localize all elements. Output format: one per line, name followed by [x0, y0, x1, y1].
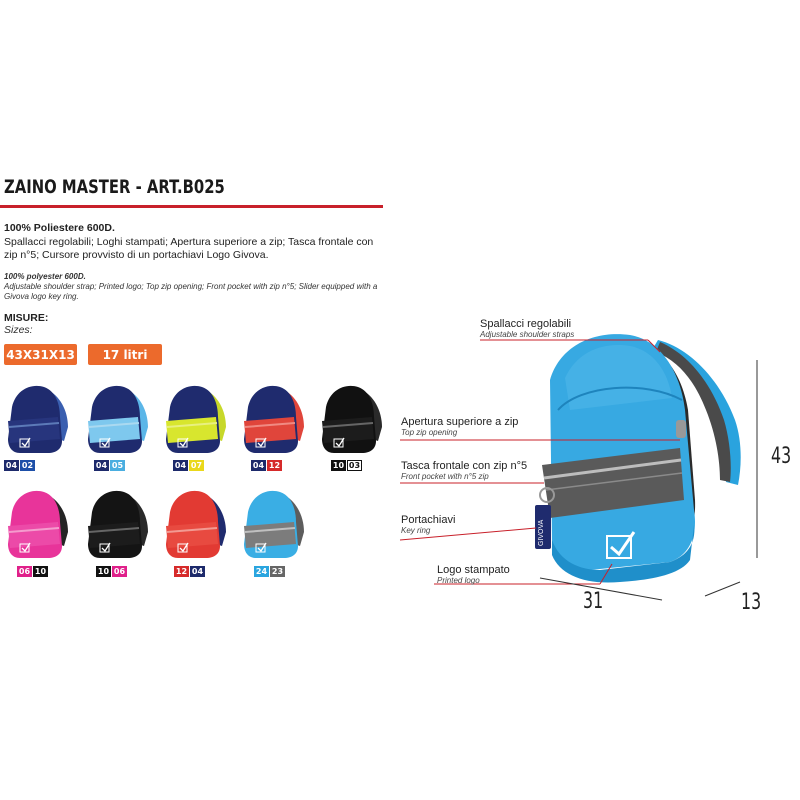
variant-color-codes-4 — [251, 460, 282, 471]
sizes-label-en: Sizes: — [4, 324, 33, 336]
material-en: 100% polyester 600D. — [4, 272, 86, 281]
dimension-width: 31 — [583, 589, 604, 614]
callout-keyring-subtitle: Key ring — [401, 526, 431, 535]
description-en: Adjustable shoulder strap; Printed logo; Top zip opening; Front pocket with zip n°5; Slider equipped with a Givova logo key ring. — [4, 282, 378, 301]
callout-printed-logo-title: Logo stampato — [437, 564, 510, 576]
variant-color-codes-9 — [254, 566, 285, 577]
color-code-badge: 10 — [332, 461, 345, 470]
color-code-badge: 05 — [111, 461, 124, 470]
color-code-badge: 07 — [190, 461, 203, 470]
variant-backpack-7 — [82, 486, 154, 560]
variant-color-codes-1 — [4, 460, 35, 471]
variant-color-codes-2 — [94, 460, 125, 471]
callout-shoulder-straps — [480, 318, 574, 339]
callout-keyring — [401, 514, 455, 535]
color-code-badge: 06 — [18, 567, 31, 576]
material-it: 100% Poliestere 600D. — [4, 222, 115, 234]
color-code-badge: 04 — [174, 461, 187, 470]
variant-color-codes-5 — [331, 460, 362, 471]
callout-front-pocket-subtitle: Front pocket with n°5 zip — [401, 472, 489, 481]
variant-backpack-6 — [2, 486, 74, 560]
color-code-badge: 24 — [255, 567, 268, 576]
keyring-label: GIVOVA — [538, 519, 545, 546]
color-code-badge: 04 — [5, 461, 18, 470]
color-code-badge: 04 — [191, 567, 204, 576]
callout-shoulder-straps-subtitle: Adjustable shoulder straps — [480, 330, 575, 339]
callout-keyring-title: Portachiavi — [401, 514, 456, 526]
color-code-badge: 12 — [268, 461, 281, 470]
sizes-label: MISURE: — [4, 312, 49, 324]
dimension-height: 43 — [771, 444, 792, 469]
variant-color-codes-6 — [17, 566, 48, 577]
size-volume-badge: 17 litri — [88, 344, 162, 365]
color-code-badge: 23 — [271, 567, 284, 576]
description-it: Spallacci regolabili; Loghi stampati; Apertura superiore a zip; Tasca frontale con zip n°5; Cursore provvisto di un portachiavi Logo Givova. — [4, 236, 374, 261]
color-code-badge: 12 — [175, 567, 188, 576]
color-code-badge: 02 — [21, 461, 34, 470]
variant-color-codes-7 — [96, 566, 127, 577]
dimension-depth: 13 — [741, 590, 762, 615]
callout-top-zip-subtitle: Top zip opening — [401, 428, 458, 437]
color-code-badge: 10 — [97, 567, 110, 576]
color-code-badge: 06 — [113, 567, 126, 576]
variant-backpack-4 — [238, 381, 310, 455]
callout-front-pocket-title: Tasca frontale con zip n°5 — [401, 460, 528, 472]
variant-color-codes-3 — [173, 460, 204, 471]
variant-backpack-8 — [160, 486, 232, 560]
callout-printed-logo-subtitle: Printed logo — [437, 576, 480, 585]
title-divider — [0, 205, 383, 208]
color-code-badge: 04 — [252, 461, 265, 470]
callout-top-zip — [401, 416, 518, 437]
product-title: ZAINO MASTER - ART.B025 — [4, 176, 225, 198]
variant-color-codes-8 — [174, 566, 205, 577]
callout-top-zip-title: Apertura superiore a zip — [401, 416, 519, 428]
variant-backpack-1 — [2, 381, 74, 455]
callout-shoulder-straps-title: Spallacci regolabili — [480, 318, 572, 330]
callout-printed-logo — [437, 564, 510, 585]
color-code-badge: 04 — [95, 461, 108, 470]
variant-backpack-3 — [160, 381, 232, 455]
variant-backpack-2 — [82, 381, 154, 455]
color-code-badge: 10 — [34, 567, 47, 576]
size-dimensions-badge: 43X31X13 — [4, 344, 77, 365]
variant-backpack-9 — [238, 486, 310, 560]
callout-front-pocket — [401, 460, 527, 481]
color-code-badge: 03 — [348, 461, 361, 470]
variant-backpack-5 — [316, 381, 388, 455]
